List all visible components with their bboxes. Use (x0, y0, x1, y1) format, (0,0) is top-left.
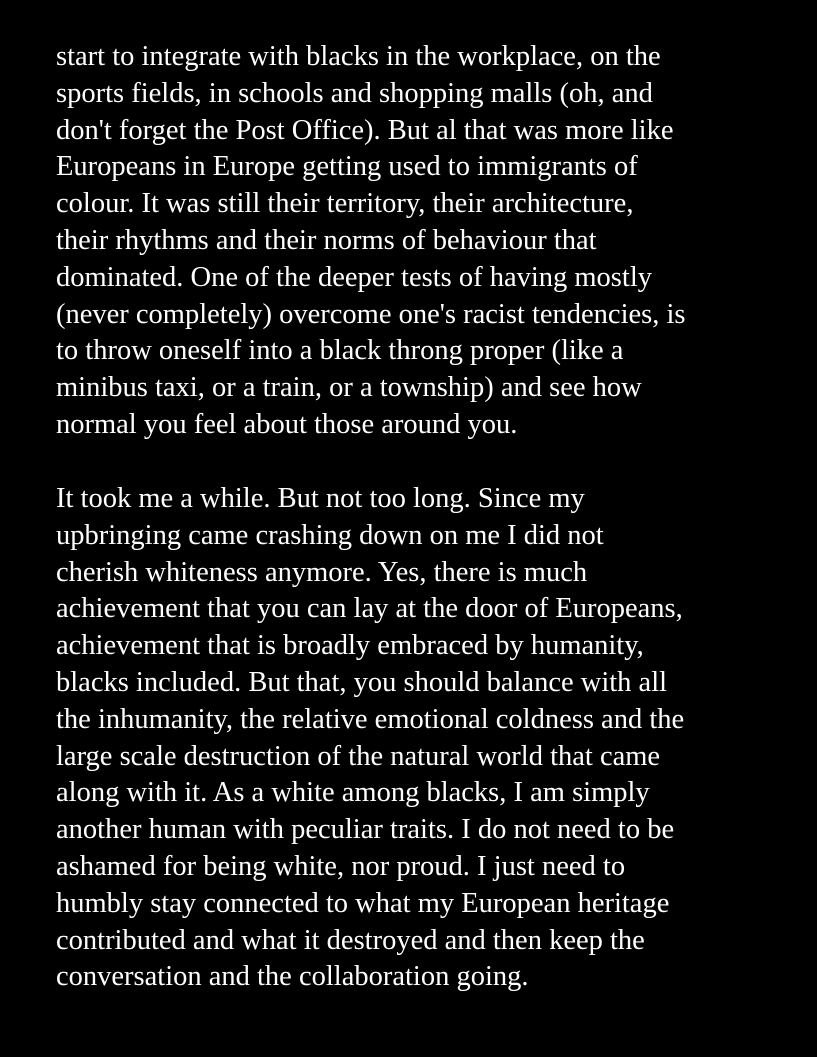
paragraph-line: ashamed for being white, nor proud. I just need to (56, 850, 626, 882)
paragraph-line: don't forget the Post Office). But al that was more like (56, 114, 674, 146)
paragraph-1 (56, 39, 776, 444)
paragraph-line: normal you feel about those around you. (56, 408, 518, 440)
paragraph-line: contributed and what it destroyed and then keep the (56, 924, 645, 956)
paragraph-line: start to integrate with blacks in the workplace, on the (56, 41, 661, 72)
paragraph-line: large scale destruction of the natural world that came (56, 740, 661, 772)
paragraph-2 (56, 481, 776, 996)
paragraph-line: Europeans in Europe getting used to immigrants of (56, 151, 638, 183)
paragraph-line: (never completely) overcome one's racist tendencies, is (56, 298, 686, 330)
paragraph-line: dominated. One of the deeper tests of having mostly (56, 261, 652, 293)
paragraph-line: achievement that is broadly embraced by humanity, (56, 630, 644, 662)
paragraph-line: sports fields, in schools and shopping malls (oh, and (56, 77, 653, 109)
paragraph-line: humbly stay connected to what my European heritage (56, 887, 670, 919)
paragraph-line: another human with peculiar traits. I do not need to be (56, 814, 675, 846)
paragraph-line: colour. It was still their territory, their architecture, (56, 188, 634, 220)
paragraph-line: conversation and the collaboration going. (56, 961, 529, 993)
paragraph-line: the inhumanity, the relative emotional coldness and the (56, 703, 685, 735)
paragraph-line: It took me a while. But not too long. Since my (56, 483, 585, 514)
paragraph-line: along with it. As a white among blacks, I am simply (56, 777, 650, 809)
paragraph-line: cherish whiteness anymore. Yes, there is much (56, 556, 588, 588)
paragraph-line: to throw oneself into a black throng proper (like a (56, 335, 624, 367)
paragraph-line: their rhythms and their norms of behaviour that (56, 224, 597, 256)
paragraph-line: upbringing came crashing down on me I did not (56, 519, 604, 551)
paragraph-line: blacks included. But that, you should balance with all (56, 666, 668, 698)
paragraph-line: minibus taxi, or a train, or a township) and see how (56, 372, 642, 404)
paragraph-line: achievement that you can lay at the door of Europeans, (56, 593, 683, 625)
